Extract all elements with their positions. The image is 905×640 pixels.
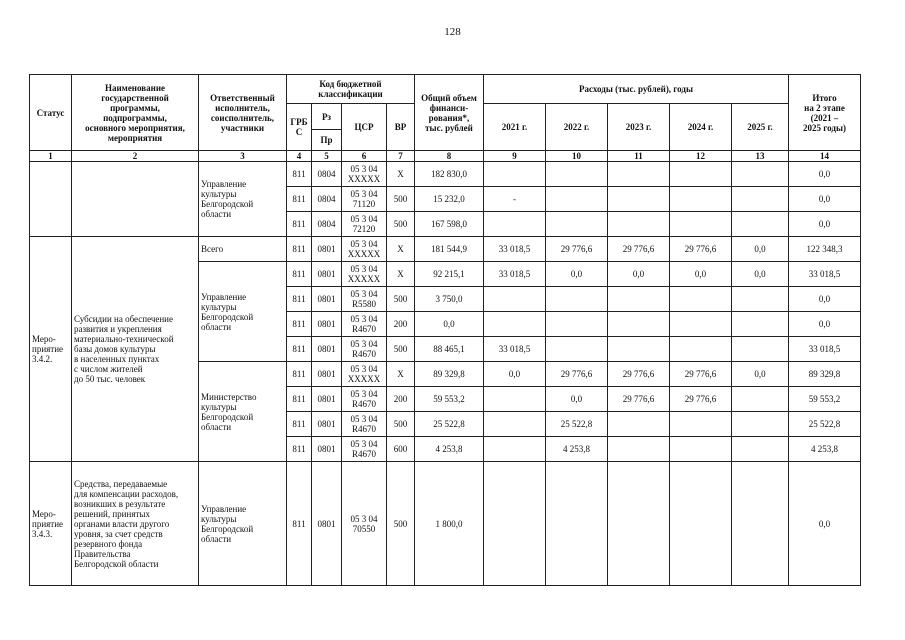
name-cell <box>72 162 199 237</box>
total-cell: 25 522,8 <box>415 412 484 437</box>
year-2023-cell <box>608 187 670 212</box>
header-year-2022: 2022 г. <box>546 104 608 151</box>
sum-cell: 25 522,8 <box>789 412 861 437</box>
vr-cell: X <box>387 162 415 187</box>
year-2025-cell <box>732 287 789 312</box>
header-pr: Пр <box>312 130 342 151</box>
csr-cell: 05 3 04 R4670 <box>342 437 387 462</box>
grbs-cell: 811 <box>287 362 312 387</box>
year-2023-cell <box>608 437 670 462</box>
table-row <box>30 162 861 187</box>
year-2021-cell <box>484 412 546 437</box>
name-cell: Субсидии на обеспечение развития и укрепления материально-технической базы домов культуры в населенных пунктах с числом жителей до 50 тыс. человек <box>72 237 199 462</box>
year-2022-cell <box>546 162 608 187</box>
header-total-stage: Итого на 2 этапе (2021 – 2025 годы) <box>789 75 861 151</box>
vr-cell: X <box>387 362 415 387</box>
year-2025-cell: 0,0 <box>732 237 789 262</box>
vr-cell: 500 <box>387 337 415 362</box>
sum-cell: 33 018,5 <box>789 337 861 362</box>
total-cell: 4 253,8 <box>415 437 484 462</box>
header-grbs: ГРБ С <box>287 104 312 151</box>
year-2025-cell <box>732 312 789 337</box>
table-row <box>30 237 861 262</box>
year-2022-cell: 29 776,6 <box>546 362 608 387</box>
grbs-cell: 811 <box>287 237 312 262</box>
grbs-cell: 811 <box>287 462 312 586</box>
status-cell: Меро- приятие 3.4.2. <box>30 237 72 462</box>
year-2025-cell <box>732 337 789 362</box>
sum-cell: 0,0 <box>789 187 861 212</box>
year-2021-cell <box>484 312 546 337</box>
year-2024-cell <box>670 412 732 437</box>
total-cell: 89 329,8 <box>415 362 484 387</box>
year-2023-cell <box>608 287 670 312</box>
header-csr: ЦСР <box>342 104 387 151</box>
total-cell: 181 544,9 <box>415 237 484 262</box>
csr-cell: 05 3 04 XXXXX <box>342 362 387 387</box>
column-number: 11 <box>608 151 670 162</box>
year-2022-cell: 25 522,8 <box>546 412 608 437</box>
sum-cell: 0,0 <box>789 462 861 586</box>
column-number: 9 <box>484 151 546 162</box>
total-cell: 0,0 <box>415 312 484 337</box>
total-cell: 92 215,1 <box>415 262 484 287</box>
header-year-2025: 2025 г. <box>732 104 789 151</box>
vr-cell: X <box>387 237 415 262</box>
column-number: 13 <box>732 151 789 162</box>
year-2021-cell <box>484 212 546 237</box>
rzpr-cell: 0801 <box>312 462 342 586</box>
column-number: 12 <box>670 151 732 162</box>
sum-cell: 0,0 <box>789 212 861 237</box>
status-cell: Меро- приятие 3.4.3. <box>30 462 72 586</box>
column-number: 4 <box>287 151 312 162</box>
csr-cell: 05 3 04 XXXXX <box>342 162 387 187</box>
year-2023-cell: 29 776,6 <box>608 237 670 262</box>
year-2024-cell <box>670 337 732 362</box>
page-number: 128 <box>444 26 461 38</box>
rzpr-cell: 0804 <box>312 212 342 237</box>
grbs-cell: 811 <box>287 312 312 337</box>
total-cell: 1 800,0 <box>415 462 484 586</box>
year-2021-cell: 0,0 <box>484 362 546 387</box>
year-2023-cell <box>608 462 670 586</box>
name-cell: Средства, передаваемые для компенсации расходов, возникших в результате решений, принятых органами власти другого уровня, за счет средств резервного фонда Правительства Белгородской области <box>72 462 199 586</box>
year-2021-cell <box>484 162 546 187</box>
csr-cell: 05 3 04 R4670 <box>342 412 387 437</box>
year-2021-cell <box>484 387 546 412</box>
header-expenses: Расходы (тыс. рублей), годы <box>484 75 789 104</box>
column-number: 1 <box>30 151 72 162</box>
column-number: 3 <box>199 151 287 162</box>
grbs-cell: 811 <box>287 437 312 462</box>
csr-cell: 05 3 04 XXXXX <box>342 262 387 287</box>
year-2024-cell <box>670 287 732 312</box>
grbs-cell: 811 <box>287 387 312 412</box>
year-2025-cell <box>732 437 789 462</box>
vr-cell: 200 <box>387 387 415 412</box>
total-cell: 182 830,0 <box>415 162 484 187</box>
csr-cell: 05 3 04 R4670 <box>342 312 387 337</box>
rzpr-cell: 0801 <box>312 312 342 337</box>
rzpr-cell: 0801 <box>312 412 342 437</box>
rzpr-cell: 0801 <box>312 337 342 362</box>
vr-cell: X <box>387 262 415 287</box>
rzpr-cell: 0804 <box>312 162 342 187</box>
grbs-cell: 811 <box>287 412 312 437</box>
sum-cell: 33 018,5 <box>789 262 861 287</box>
year-2022-cell: 29 776,6 <box>546 237 608 262</box>
year-2022-cell <box>546 212 608 237</box>
year-2022-cell: 0,0 <box>546 387 608 412</box>
rzpr-cell: 0801 <box>312 237 342 262</box>
year-2025-cell: 0,0 <box>732 262 789 287</box>
year-2021-cell: 33 018,5 <box>484 262 546 287</box>
column-number: 8 <box>415 151 484 162</box>
executor-cell: Управление культуры Белгородской области <box>199 162 287 237</box>
grbs-cell: 811 <box>287 212 312 237</box>
sum-cell: 122 348,3 <box>789 237 861 262</box>
table-row <box>30 462 861 586</box>
total-cell: 59 553,2 <box>415 387 484 412</box>
year-2022-cell <box>546 312 608 337</box>
vr-cell: 500 <box>387 187 415 212</box>
rzpr-cell: 0801 <box>312 387 342 412</box>
column-number: 10 <box>546 151 608 162</box>
year-2023-cell: 29 776,6 <box>608 387 670 412</box>
budget-table <box>29 74 861 586</box>
year-2024-cell: 29 776,6 <box>670 387 732 412</box>
header-year-2023: 2023 г. <box>608 104 670 151</box>
vr-cell: 500 <box>387 287 415 312</box>
year-2023-cell <box>608 162 670 187</box>
rzpr-cell: 0804 <box>312 187 342 212</box>
year-2024-cell <box>670 437 732 462</box>
sum-cell: 4 253,8 <box>789 437 861 462</box>
year-2023-cell: 29 776,6 <box>608 362 670 387</box>
year-2025-cell <box>732 412 789 437</box>
csr-cell: 05 3 04 XXXXX <box>342 237 387 262</box>
column-number: 14 <box>789 151 861 162</box>
sum-cell: 59 553,2 <box>789 387 861 412</box>
year-2021-cell <box>484 287 546 312</box>
year-2021-cell: 33 018,5 <box>484 237 546 262</box>
grbs-cell: 811 <box>287 187 312 212</box>
header-year-2021: 2021 г. <box>484 104 546 151</box>
year-2021-cell <box>484 462 546 586</box>
year-2023-cell <box>608 212 670 237</box>
year-2022-cell <box>546 462 608 586</box>
year-2024-cell <box>670 462 732 586</box>
rzpr-cell: 0801 <box>312 262 342 287</box>
vr-cell: 200 <box>387 312 415 337</box>
header-total-volume: Общий объем финанси- рования*, тыс. рублей <box>415 75 484 151</box>
column-number: 2 <box>72 151 199 162</box>
year-2024-cell <box>670 187 732 212</box>
vr-cell: 500 <box>387 462 415 586</box>
csr-cell: 05 3 04 72120 <box>342 212 387 237</box>
year-2021-cell: 33 018,5 <box>484 337 546 362</box>
year-2023-cell: 0,0 <box>608 262 670 287</box>
year-2024-cell: 29 776,6 <box>670 362 732 387</box>
year-2023-cell <box>608 412 670 437</box>
year-2023-cell <box>608 312 670 337</box>
header-status: Статус <box>30 75 72 151</box>
header-vr: ВР <box>387 104 415 151</box>
sum-cell: 0,0 <box>789 312 861 337</box>
year-2025-cell <box>732 387 789 412</box>
year-2024-cell: 0,0 <box>670 262 732 287</box>
csr-cell: 05 3 04 R4670 <box>342 337 387 362</box>
grbs-cell: 811 <box>287 337 312 362</box>
year-2025-cell <box>732 187 789 212</box>
executor-cell: Министерство культуры Белгородской области <box>199 362 287 462</box>
csr-cell: 05 3 04 71120 <box>342 187 387 212</box>
csr-cell: 05 3 04 R5580 <box>342 287 387 312</box>
header-year-2024: 2024 г. <box>670 104 732 151</box>
total-cell: 15 232,0 <box>415 187 484 212</box>
csr-cell: 05 3 04 R4670 <box>342 387 387 412</box>
header-executor: Ответственный исполнитель, соисполнитель, участники <box>199 75 287 151</box>
header-budget-code: Код бюджетной классификации <box>287 75 415 104</box>
header-name: Наименование государственной программы, подпрограммы, основного мероприятия, мероприятия <box>72 75 199 151</box>
executor-cell: Управление культуры Белгородской области <box>199 262 287 362</box>
column-number: 7 <box>387 151 415 162</box>
year-2024-cell <box>670 312 732 337</box>
grbs-cell: 811 <box>287 262 312 287</box>
year-2025-cell <box>732 212 789 237</box>
year-2024-cell <box>670 212 732 237</box>
vr-cell: 500 <box>387 212 415 237</box>
total-cell: 167 598,0 <box>415 212 484 237</box>
year-2022-cell: 0,0 <box>546 262 608 287</box>
executor-cell: Всего <box>199 237 287 262</box>
rzpr-cell: 0801 <box>312 362 342 387</box>
rzpr-cell: 0801 <box>312 437 342 462</box>
total-cell: 88 465,1 <box>415 337 484 362</box>
year-2022-cell <box>546 187 608 212</box>
vr-cell: 500 <box>387 412 415 437</box>
sum-cell: 0,0 <box>789 287 861 312</box>
rzpr-cell: 0801 <box>312 287 342 312</box>
column-number: 5 <box>312 151 342 162</box>
year-2025-cell <box>732 162 789 187</box>
year-2022-cell <box>546 287 608 312</box>
executor-cell: Управление культуры Белгородской области <box>199 462 287 586</box>
vr-cell: 600 <box>387 437 415 462</box>
sum-cell: 89 329,8 <box>789 362 861 387</box>
year-2025-cell: 0,0 <box>732 362 789 387</box>
grbs-cell: 811 <box>287 162 312 187</box>
year-2024-cell <box>670 162 732 187</box>
total-cell: 3 750,0 <box>415 287 484 312</box>
column-number: 6 <box>342 151 387 162</box>
status-cell <box>30 162 72 237</box>
csr-cell: 05 3 04 70550 <box>342 462 387 586</box>
year-2025-cell <box>732 462 789 586</box>
year-2022-cell <box>546 337 608 362</box>
year-2023-cell <box>608 337 670 362</box>
grbs-cell: 811 <box>287 287 312 312</box>
year-2021-cell <box>484 437 546 462</box>
year-2021-cell: - <box>484 187 546 212</box>
year-2022-cell: 4 253,8 <box>546 437 608 462</box>
sum-cell: 0,0 <box>789 162 861 187</box>
year-2024-cell: 29 776,6 <box>670 237 732 262</box>
header-rz: Рз <box>312 104 342 130</box>
